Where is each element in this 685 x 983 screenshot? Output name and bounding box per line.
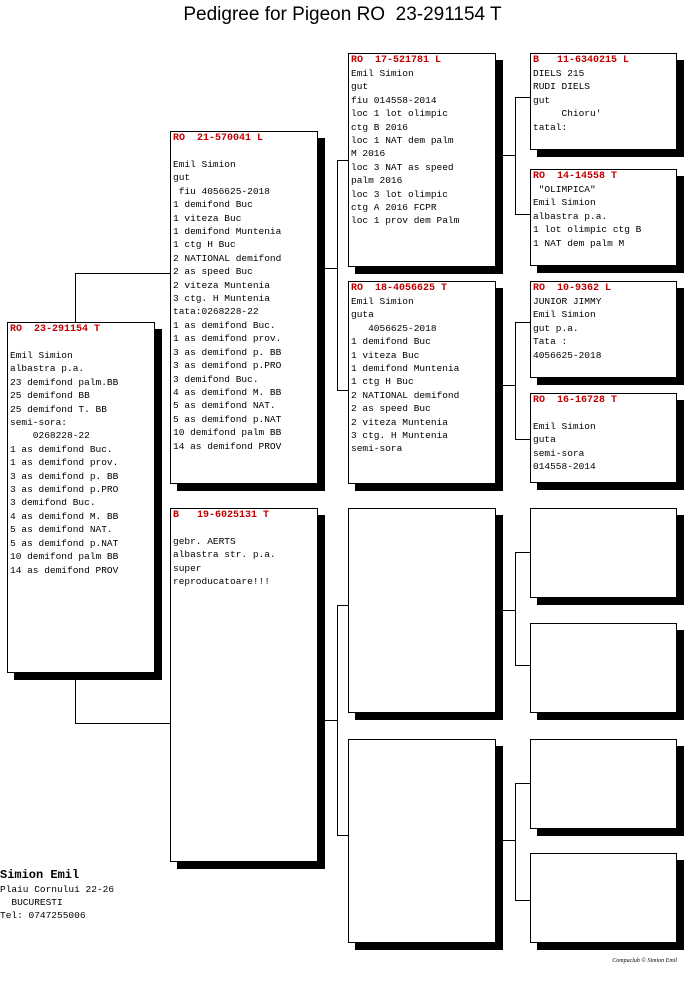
detail-line: 5 as demifond NAT. bbox=[10, 524, 113, 536]
dam-dam-sire-card[interactable] bbox=[530, 739, 677, 829]
sire-dam-sire-card[interactable] bbox=[530, 281, 677, 378]
connector-line bbox=[337, 605, 338, 835]
ring-number: B 19-6025131 T bbox=[173, 510, 270, 521]
detail-line: 2 NATIONAL demifond bbox=[351, 389, 460, 401]
detail-line: reproducatoare!!! bbox=[173, 576, 270, 588]
detail-line: Tata : bbox=[533, 336, 568, 348]
detail-line: 1 as demifond prov. bbox=[173, 333, 282, 345]
connector-line bbox=[75, 680, 76, 723]
detail-line: 1 lot olimpic ctg B bbox=[533, 224, 642, 236]
ring-number: RO 14-14558 T bbox=[533, 171, 618, 182]
detail-line: 4 as demifond M. BB bbox=[173, 386, 282, 398]
detail-line: semi-sora: bbox=[10, 417, 68, 429]
detail-line: DIELS 215 bbox=[533, 68, 585, 79]
connector-line bbox=[503, 610, 515, 611]
detail-line: 2 viteza Muntenia bbox=[173, 279, 270, 291]
detail-line: 3 as demifond p. BB bbox=[10, 470, 119, 482]
pigeon-details bbox=[533, 183, 674, 250]
pigeon-details bbox=[533, 67, 674, 134]
detail-line: "OLIMPICA" bbox=[533, 184, 596, 195]
detail-line: tata:0268228-22 bbox=[173, 306, 259, 318]
ring-number: RO 18-4056625 T bbox=[351, 283, 448, 294]
detail-line: 2 NATIONAL demifond bbox=[173, 252, 282, 264]
detail-line: RUDI DIELS bbox=[533, 81, 591, 93]
sire-sire-sire-card[interactable] bbox=[530, 53, 677, 150]
detail-line: palm 2016 bbox=[351, 175, 403, 187]
connector-line bbox=[515, 97, 516, 214]
ring-number: RO 23-291154 T bbox=[10, 324, 101, 335]
detail-line: ctg B 2016 bbox=[351, 121, 409, 133]
detail-line: 3 ctg. H Muntenia bbox=[351, 430, 448, 442]
detail-line: 0268228-22 bbox=[10, 430, 90, 442]
ring-number: RO 10-9362 L bbox=[533, 283, 612, 294]
detail-line: loc 3 NAT as speed bbox=[351, 161, 454, 173]
detail-line: gut p.a. bbox=[533, 322, 579, 334]
detail-line: loc 1 prov dem Palm bbox=[351, 215, 460, 227]
dam-card[interactable] bbox=[170, 508, 318, 862]
connector-line bbox=[515, 322, 516, 439]
connector-line bbox=[515, 97, 530, 98]
connector-line bbox=[337, 160, 338, 390]
detail-line: Emil Simion bbox=[533, 421, 596, 432]
connector-line bbox=[75, 273, 171, 274]
pigeon-details bbox=[173, 535, 315, 589]
detail-line: semi-sora bbox=[533, 447, 585, 459]
detail-line: loc 1 NAT dem palm bbox=[351, 135, 454, 147]
pigeon-details bbox=[351, 67, 493, 228]
connector-line bbox=[503, 155, 515, 156]
detail-line: 3 as demifond p. BB bbox=[173, 346, 282, 358]
pigeon-details bbox=[533, 295, 674, 362]
detail-line: 1 viteza Buc bbox=[173, 212, 242, 224]
detail-line: 3 demifond Buc. bbox=[10, 497, 96, 509]
detail-line: 4 as demifond M. BB bbox=[10, 510, 119, 522]
ring-number: RO 17-521781 L bbox=[351, 55, 442, 66]
owner-address-line: Plaiu Cornului 22-26 bbox=[0, 884, 115, 895]
detail-line: Emil Simion bbox=[10, 350, 73, 361]
pigeon-details bbox=[351, 295, 493, 456]
owner-info bbox=[0, 868, 114, 922]
detail-line: 1 as demifond Buc. bbox=[173, 319, 276, 331]
footer-credit: Compuclub © Simion Emil bbox=[612, 958, 677, 964]
detail-line: loc 1 lot olimpic bbox=[351, 108, 448, 120]
detail-line: 14 as demifond PROV bbox=[173, 440, 282, 452]
detail-line: gut bbox=[173, 172, 191, 184]
detail-line: Emil Simion bbox=[533, 309, 596, 321]
detail-line: 4056625-2018 bbox=[533, 349, 602, 361]
dam-dam-dam-card[interactable] bbox=[530, 853, 677, 943]
connector-line bbox=[515, 214, 530, 215]
detail-line: Chioru' bbox=[533, 108, 602, 120]
dam-dam-card[interactable] bbox=[348, 739, 496, 943]
connector-line bbox=[323, 720, 337, 721]
pigeon-details bbox=[10, 349, 152, 577]
detail-line: gut bbox=[351, 81, 369, 93]
detail-line: 1 demifond Buc bbox=[351, 336, 431, 348]
sire-dam-card[interactable] bbox=[348, 281, 496, 484]
connector-line bbox=[75, 273, 76, 322]
detail-line: 10 demifond palm BB bbox=[10, 551, 119, 563]
detail-line: albastra p.a. bbox=[10, 363, 85, 375]
detail-line: fiu 4056625-2018 bbox=[173, 185, 270, 197]
detail-line: 014558-2014 bbox=[533, 461, 596, 473]
connector-line bbox=[515, 783, 530, 784]
detail-line: 1 as demifond prov. bbox=[10, 457, 119, 469]
sire-dam-dam-card[interactable] bbox=[530, 393, 677, 483]
detail-line: super bbox=[173, 562, 202, 574]
detail-line: Emil Simion bbox=[533, 197, 596, 209]
connector-line bbox=[503, 385, 515, 386]
detail-line: fiu 014558-2014 bbox=[351, 94, 437, 106]
connector-line bbox=[515, 552, 530, 553]
subject-pigeon-card[interactable] bbox=[7, 322, 155, 673]
owner-phone: Tel: 0747255006 bbox=[0, 910, 86, 921]
detail-line: 2 as speed Buc bbox=[351, 403, 431, 415]
sire-card[interactable] bbox=[170, 131, 318, 484]
detail-line: 3 demifond Buc. bbox=[173, 373, 259, 385]
detail-line: 1 NAT dem palm M bbox=[533, 237, 625, 249]
connector-line bbox=[515, 322, 530, 323]
detail-line: 5 as demifond p.NAT bbox=[173, 413, 282, 425]
detail-line: 4056625-2018 bbox=[351, 322, 437, 334]
connector-line bbox=[515, 783, 516, 900]
detail-line: Emil Simion bbox=[351, 296, 414, 307]
detail-line: 1 demifond Buc bbox=[173, 199, 253, 211]
detail-line: 14 as demifond PROV bbox=[10, 564, 119, 576]
pigeon-details bbox=[533, 420, 674, 474]
connector-line bbox=[515, 552, 516, 665]
connector-line bbox=[515, 900, 530, 901]
owner-name: Simion Emil bbox=[0, 868, 80, 882]
detail-line: gebr. AERTS bbox=[173, 536, 236, 547]
detail-line: semi-sora bbox=[351, 443, 403, 455]
dam-sire-dam-card[interactable] bbox=[530, 623, 677, 713]
detail-line: 1 ctg H Buc bbox=[173, 239, 236, 251]
detail-line: 1 ctg H Buc bbox=[351, 376, 414, 388]
connector-line bbox=[323, 268, 337, 269]
detail-line: M 2016 bbox=[351, 148, 386, 160]
detail-line: albastra p.a. bbox=[533, 210, 608, 222]
detail-line: tatal: bbox=[533, 121, 568, 133]
sire-sire-dam-card[interactable] bbox=[530, 169, 677, 266]
detail-line: albastra str. p.a. bbox=[173, 549, 276, 561]
detail-line: 25 demifond BB bbox=[10, 390, 90, 402]
detail-line: 5 as demifond NAT. bbox=[173, 400, 276, 412]
detail-line: 3 ctg. H Muntenia bbox=[173, 293, 270, 305]
detail-line: ctg A 2016 FCPR bbox=[351, 202, 437, 214]
pigeon-details bbox=[173, 158, 315, 453]
detail-line: 3 as demifond p.PRO bbox=[10, 484, 119, 496]
detail-line: 2 viteza Muntenia bbox=[351, 416, 448, 428]
connector-line bbox=[515, 439, 530, 440]
detail-line: guta bbox=[533, 434, 556, 446]
detail-line: 1 demifond Muntenia bbox=[351, 363, 460, 375]
detail-line: 2 as speed Buc bbox=[173, 266, 253, 278]
connector-line bbox=[75, 723, 171, 724]
page-title: Pedigree for Pigeon RO 23-291154 T bbox=[183, 4, 502, 25]
detail-line: 23 demifond palm.BB bbox=[10, 376, 119, 388]
detail-line: JUNIOR JIMMY bbox=[533, 296, 602, 307]
dam-sire-card[interactable] bbox=[348, 508, 496, 713]
detail-line: loc 3 lot olimpic bbox=[351, 188, 448, 200]
detail-line: gut bbox=[533, 94, 551, 106]
detail-line: Emil Simion bbox=[173, 159, 236, 170]
dam-sire-sire-card[interactable] bbox=[530, 508, 677, 598]
detail-line: 25 demifond T. BB bbox=[10, 403, 107, 415]
ring-number: B 11-6340215 L bbox=[533, 55, 630, 66]
ring-number: RO 16-16728 T bbox=[533, 395, 618, 406]
connector-line bbox=[515, 665, 530, 666]
detail-line: guta bbox=[351, 309, 374, 321]
detail-line: 1 demifond Muntenia bbox=[173, 226, 282, 238]
detail-line: 3 as demifond p.PRO bbox=[173, 360, 282, 372]
detail-line: 5 as demifond p.NAT bbox=[10, 537, 119, 549]
detail-line: 10 demifond palm BB bbox=[173, 427, 282, 439]
connector-line bbox=[503, 840, 515, 841]
detail-line: 1 viteza Buc bbox=[351, 349, 420, 361]
detail-line: 1 as demifond Buc. bbox=[10, 443, 113, 455]
ring-number: RO 21-570041 L bbox=[173, 133, 264, 144]
sire-sire-card[interactable] bbox=[348, 53, 496, 267]
detail-line: Emil Simion bbox=[351, 68, 414, 79]
owner-city: BUCURESTI bbox=[0, 897, 63, 908]
